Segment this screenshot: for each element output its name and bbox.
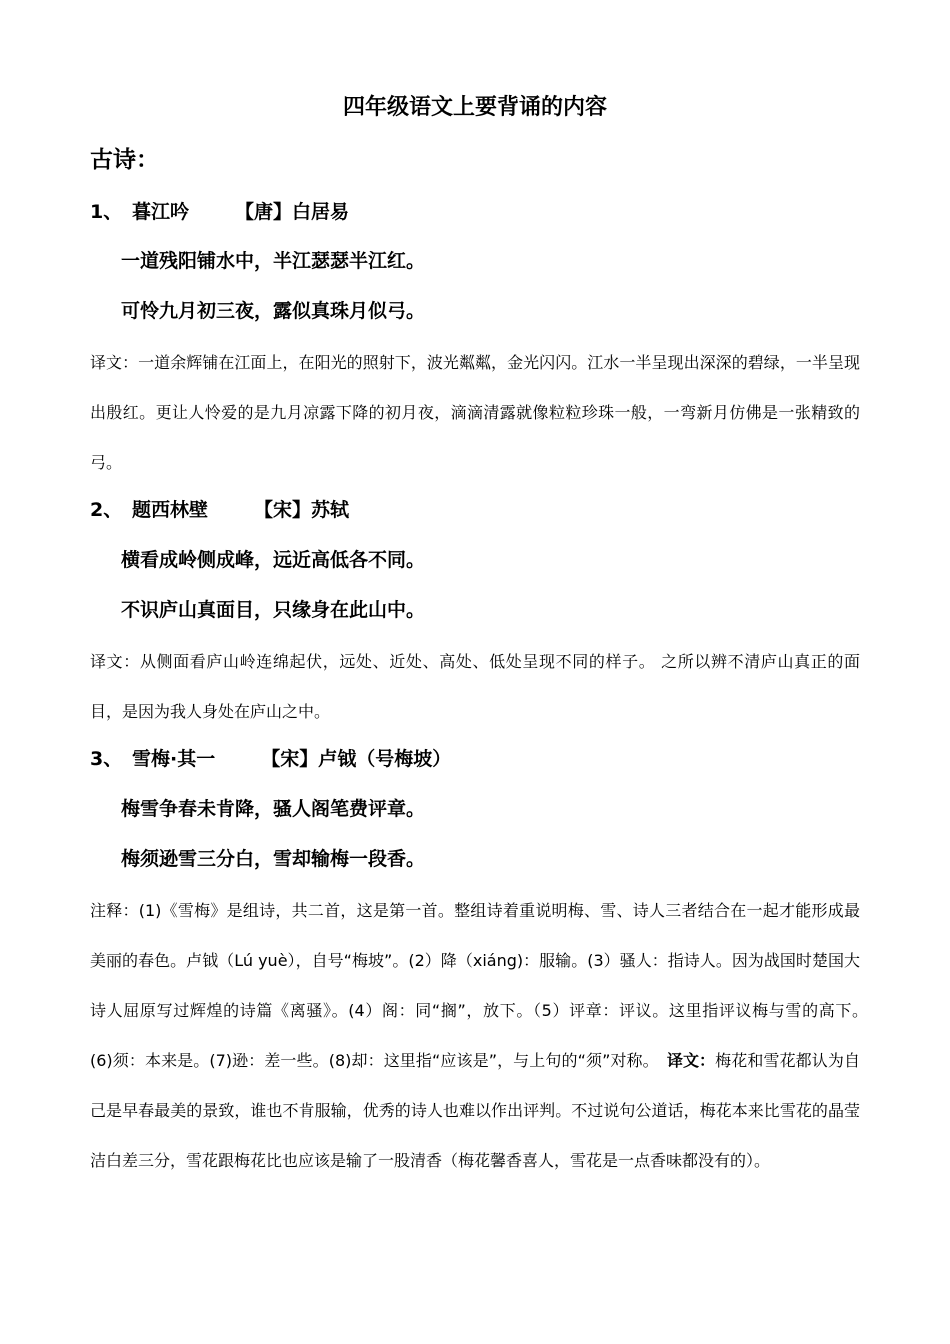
poem-translation: 译文：一道余辉铺在江面上，在阳光的照射下，波光粼粼，金光闪闪。江水一半呈现出深深的碧绿，一半呈现出殷红。更让人怜爱的是九月凉露下降的初月夜，滴滴清露就像粒粒珍珠一般，一弯新月仿佛是一张精致的弓。 — [90, 353, 860, 472]
poem-name: 雪梅·其一 — [132, 748, 216, 770]
poem-verse: 横看成岭侧成峰，远近高低各不同。 — [121, 549, 426, 571]
document-title: 四年级语文上要背诵的内容 — [342, 95, 607, 120]
poem-verse: 梅须逊雪三分白，雪却输梅一段香。 — [121, 848, 426, 870]
poem-heading — [90, 745, 451, 773]
poem-verse: 梅雪争春未肯降，骚人阁笔费评章。 — [121, 798, 426, 820]
poem-translation: 译文：从侧面看庐山岭连绵起伏，远处、近处、高处、低处呈现不同的样子。 之所以辨不清庐山真正的面目，是因为我人身处在庐山之中。 — [90, 652, 860, 721]
poem-heading — [90, 496, 349, 524]
poem-author: 【唐】白居易 — [235, 201, 350, 223]
poem-author: 【宋】苏轼 — [254, 499, 350, 521]
section-heading: 古诗： — [90, 147, 159, 173]
poem-name: 题西林壁 — [132, 499, 209, 521]
poem-number: 2、 — [90, 499, 123, 521]
poem-heading — [90, 198, 349, 226]
poem-verse: 一道残阳铺水中，半江瑟瑟半江红。 — [121, 250, 426, 272]
poem-name: 暮江吟 — [132, 201, 190, 223]
poem-number: 3、 — [90, 748, 123, 770]
translation-label: 译文： — [666, 1051, 716, 1070]
poem-verse: 不识庐山真面目，只缘身在此山中。 — [121, 599, 426, 621]
poem-number: 1、 — [90, 201, 123, 223]
poem-verse: 可怜九月初三夜，露似真珠月似弓。 — [121, 300, 426, 322]
poem-author: 【宋】卢钺（号梅坡） — [261, 748, 452, 770]
translation-text: 梅花和雪花都认为自己是早春最美的景致，谁也不肯服输，优秀的诗人也难以作出评判。不过说句公道话，梅花本来比雪花的晶莹洁白差三分，雪花跟梅花比也应该是输了一股清香（梅花馨香喜人，雪花是一点香味都没有的）。 — [90, 1051, 860, 1170]
poem-annotation — [90, 886, 877, 1186]
annotation-text: 注释：(1)《雪梅》是组诗，共二首，这是第一首。整组诗着重说明梅、雪、诗人三者结合在一起才能形成最美丽的春色。卢钺（Lú yuè），自号“梅坡”。(2）降（xiáng)：服输。(3）骚人：指诗人。因为战国时楚国大诗人屈原写过辉煌的诗篇《离骚》。(4）阁：同“搁”，放下。（5）评章：评议。这里指评议梅与雪的高下。 (6)须：本来是。(7)逊：差一些。(8)却：这里指“应该是”，与上句的“须”对称。 — [90, 901, 877, 1070]
